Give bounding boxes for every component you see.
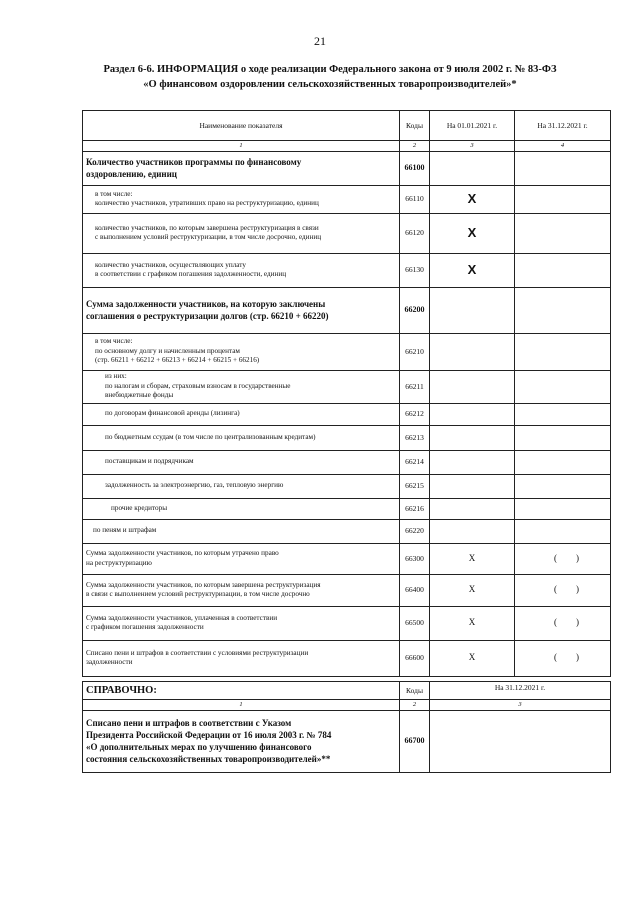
colnum: 1 xyxy=(83,141,400,152)
row-code: 66700 xyxy=(400,710,430,772)
table-row xyxy=(83,403,611,425)
header-col3: На 31.12.2021 г. xyxy=(430,682,611,700)
row-label: задолженность за электроэнергию, газ, тепловую энергию xyxy=(83,474,400,498)
x-mark: X xyxy=(430,574,515,606)
row-code: 66110 xyxy=(400,185,430,213)
table-row xyxy=(83,213,611,253)
row-label: прочие кредиторы xyxy=(83,498,400,519)
value-cell[interactable] xyxy=(430,151,515,185)
row-label: Списано пени и штрафов в соответствии с условиями реструктуризации задолженности xyxy=(83,640,400,676)
table-row xyxy=(83,185,611,213)
column-number-row xyxy=(83,141,611,152)
row-code: 66600 xyxy=(400,640,430,676)
table-row xyxy=(83,474,611,498)
row-label: Сумма задолженности участников, уплаченная в соответствии с графиком погашения задолженности xyxy=(83,606,400,640)
value-cell[interactable]: ( ) xyxy=(515,606,611,640)
row-code: 66120 xyxy=(400,213,430,253)
header-col3: На 01.01.2021 г. xyxy=(430,111,515,141)
table-row xyxy=(83,710,611,772)
value-cell[interactable] xyxy=(430,370,515,403)
header-codes: Коды xyxy=(400,111,430,141)
row-label: из них: по налогам и сборам, страховым взносам в государственные внебюджетные фонды xyxy=(83,370,400,403)
row-label: количество участников, осуществляющих уплату в соответствии с графиком погашения задолженности, единиц xyxy=(83,253,400,287)
value-cell[interactable] xyxy=(515,333,611,370)
value-cell[interactable] xyxy=(430,450,515,474)
page-number: 21 xyxy=(314,34,326,48)
row-label: по бюджетным ссудам (в том числе по централизованным кредитам) xyxy=(83,425,400,450)
reference-title: СПРАВОЧНО: xyxy=(83,682,400,700)
table-row xyxy=(83,574,611,606)
header-col4: На 31.12.2021 г. xyxy=(515,111,611,141)
row-label: в том числе: количество участников, утративших право на реструктуризацию, единиц xyxy=(83,185,400,213)
row-code: 66216 xyxy=(400,498,430,519)
main-table xyxy=(82,110,611,677)
value-cell[interactable] xyxy=(515,213,611,253)
column-number-row xyxy=(83,700,611,711)
row-code: 66100 xyxy=(400,151,430,185)
row-label: по пеням и штрафам xyxy=(83,519,400,543)
value-cell[interactable] xyxy=(430,425,515,450)
row-code: 66200 xyxy=(400,287,430,333)
table-row xyxy=(83,640,611,676)
row-label: Списано пени и штрафов в соответствии с Указом Президента Российской Федерации от 16 июля 2003 г. № 784 «О дополнительных мерах по улучшению финансового состояния сельскохозяйственных товаропроизводителей»** xyxy=(83,710,400,772)
x-mark: X xyxy=(430,185,515,213)
x-mark: X xyxy=(430,640,515,676)
x-mark: X xyxy=(430,213,515,253)
row-label: Сумма задолженности участников, на которую заключены соглашения о реструктуризации долгов (стр. 66210 + 66220) xyxy=(83,287,400,333)
value-cell[interactable]: ( ) xyxy=(515,640,611,676)
table-row xyxy=(83,425,611,450)
value-cell[interactable] xyxy=(515,403,611,425)
table-row xyxy=(83,253,611,287)
x-mark: X xyxy=(430,543,515,574)
row-code: 66300 xyxy=(400,543,430,574)
value-cell[interactable] xyxy=(430,474,515,498)
value-cell[interactable] xyxy=(515,425,611,450)
row-code: 66220 xyxy=(400,519,430,543)
value-cell[interactable] xyxy=(515,450,611,474)
colnum: 2 xyxy=(400,141,430,152)
row-code: 66215 xyxy=(400,474,430,498)
value-cell[interactable] xyxy=(430,498,515,519)
table-row xyxy=(83,333,611,370)
value-cell[interactable] xyxy=(430,287,515,333)
row-label: Количество участников программы по финансовому оздоровлению, единиц xyxy=(83,151,400,185)
row-code: 66212 xyxy=(400,403,430,425)
colnum: 3 xyxy=(430,141,515,152)
value-cell[interactable] xyxy=(515,253,611,287)
table-row xyxy=(83,519,611,543)
title-line-1: Раздел 6-6. ИНФОРМАЦИЯ о ходе реализации Федерального закона от 9 июля 2002 г. № 83-ФЗ xyxy=(103,64,557,75)
value-cell[interactable] xyxy=(515,185,611,213)
row-label: Сумма задолженности участников, по которым утрачено право на реструктуризацию xyxy=(83,543,400,574)
row-label: поставщикам и подрядчикам xyxy=(83,450,400,474)
colnum: 3 xyxy=(430,700,611,711)
table-row xyxy=(83,498,611,519)
table-row xyxy=(83,370,611,403)
colnum: 2 xyxy=(400,700,430,711)
x-mark: X xyxy=(430,606,515,640)
value-cell[interactable] xyxy=(430,519,515,543)
table-row xyxy=(83,287,611,333)
row-code: 66130 xyxy=(400,253,430,287)
table-row xyxy=(83,450,611,474)
row-code: 66211 xyxy=(400,370,430,403)
table-row xyxy=(83,151,611,185)
row-label: по договорам финансовой аренды (лизинга) xyxy=(83,403,400,425)
row-code: 66400 xyxy=(400,574,430,606)
row-label: Сумма задолженности участников, по которым завершена реструктуризация в связи с выполнением условий реструктуризации, в том числе досрочно xyxy=(83,574,400,606)
page-title xyxy=(60,62,600,92)
row-code: 66500 xyxy=(400,606,430,640)
value-cell[interactable] xyxy=(430,333,515,370)
value-cell[interactable] xyxy=(515,287,611,333)
table-row xyxy=(83,543,611,574)
value-cell[interactable] xyxy=(515,498,611,519)
value-cell[interactable] xyxy=(430,710,611,772)
colnum: 1 xyxy=(83,700,400,711)
x-mark: X xyxy=(430,253,515,287)
value-cell[interactable]: ( ) xyxy=(515,574,611,606)
value-cell[interactable] xyxy=(430,403,515,425)
value-cell[interactable]: ( ) xyxy=(515,543,611,574)
value-cell[interactable] xyxy=(515,519,611,543)
header-name: Наименование показателя xyxy=(83,111,400,141)
row-code: 66213 xyxy=(400,425,430,450)
title-line-2: «О финансовом оздоровлении сельскохозяйственных товаропроизводителей»* xyxy=(143,79,517,90)
reference-table xyxy=(82,681,611,773)
value-cell[interactable] xyxy=(515,474,611,498)
colnum: 4 xyxy=(515,141,611,152)
row-code: 66210 xyxy=(400,333,430,370)
header-codes: Коды xyxy=(400,682,430,700)
reference-header-row xyxy=(83,682,611,700)
row-code: 66214 xyxy=(400,450,430,474)
header-row xyxy=(83,111,611,141)
value-cell[interactable] xyxy=(515,151,611,185)
value-cell[interactable] xyxy=(515,370,611,403)
table-row xyxy=(83,606,611,640)
row-label: в том числе: по основному долгу и начисленным процентам (стр. 66211 + 66212 + 66213 + 66214 + 66215 + 66216) xyxy=(83,333,400,370)
row-label: количество участников, по которым завершена реструктуризация в связи с выполнением условий реструктуризации, в том числе досрочно, единиц xyxy=(83,213,400,253)
